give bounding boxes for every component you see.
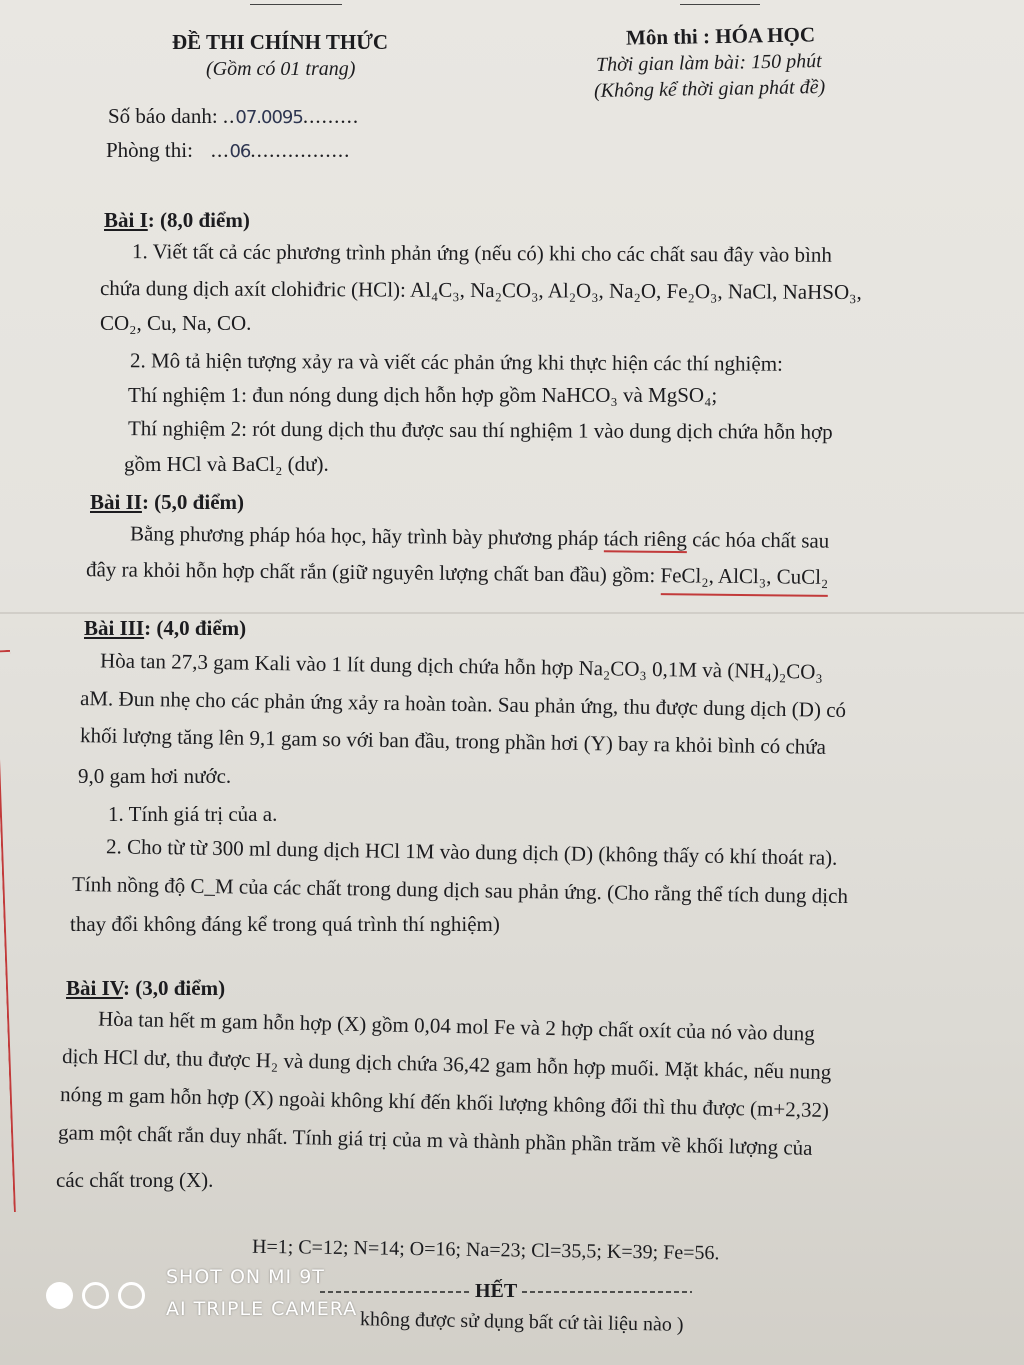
section-3-title: Bài III xyxy=(84,616,145,640)
candidate-number-value: 07.0095 xyxy=(235,107,303,128)
paper-fold-line xyxy=(0,612,1024,614)
section-1-q1-line3: CO₂, Cu, Na, CO. xyxy=(100,311,252,335)
chemicals-underlined: FeCl₂, AlCl₃, CuCl₂ xyxy=(660,563,828,597)
watermark-device: SHOT ON MI 9T xyxy=(166,1266,325,1288)
end-text: HẾT xyxy=(475,1280,518,1302)
section-2-line1-text-c: các hóa chất sau xyxy=(686,527,830,553)
section-3-line4: 9,0 gam hơi nước. xyxy=(78,764,232,788)
watermark-circle-outline-icon xyxy=(118,1282,145,1309)
section-4-heading xyxy=(66,976,225,1001)
header-rule-left xyxy=(250,4,342,5)
exam-duration: Thời gian làm bài: 150 phút xyxy=(595,50,822,76)
end-dash-left xyxy=(320,1289,470,1295)
section-3-line3: khối lượng tăng lên 9,1 gam so với ban đầu, trong phần hơi (Y) bay ra khỏi bình có chứa xyxy=(79,723,827,759)
exam-duration-note: (Không kể thời gian phát đề) xyxy=(593,75,826,103)
section-1-q2-line4: gồm HCl và BaCl₂ (dư). xyxy=(124,452,329,476)
section-1-q2-line2: Thí nghiệm 1: đun nóng dung dịch hỗn hợp gồm NaHCO₃ và MgSO₄; xyxy=(128,383,718,407)
section-1-q1-line2: chứa dung dịch axít clohiđric (HCl): Al₄C₃, Na₂CO₃, Al₂O₃, Na₂O, Fe₂O₃, NaCl, NaHSO₃, xyxy=(99,276,862,304)
section-4-title: Bài IV xyxy=(66,976,124,1000)
section-1-q2-line3: Thí nghiệm 2: rót dung dịch thu được sau thí nghiệm 1 vào dung dịch chứa hỗn hợp xyxy=(127,416,833,444)
watermark-circle-filled-icon xyxy=(46,1282,73,1309)
exam-page-count: (Gồm có 01 trang) xyxy=(206,58,356,80)
exam-room-field: Phòng thi: ...06................ xyxy=(106,138,351,162)
section-3-q1: 1. Tính giá trị của a. xyxy=(108,802,278,826)
section-4-line2: dịch HCl dư, thu được H₂ và dung dịch chứa 36,42 gam hỗn hợp muối. Mặt khác, nếu nung xyxy=(61,1043,832,1085)
section-1-q2-line1: 2. Mô tả hiện tượng xảy ra và viết các phản ứng khi thực hiện các thí nghiệm: xyxy=(129,348,783,376)
section-4-points: : (3,0 điểm) xyxy=(123,976,226,1000)
exam-subject: Môn thi : HÓA HỌC xyxy=(625,22,816,50)
end-dash-right xyxy=(522,1289,692,1295)
section-2-title: Bài II xyxy=(90,490,142,514)
footer-note: không được sử dụng bất cứ tài liệu nào ) xyxy=(359,1308,684,1336)
section-4-line5: các chất trong (X). xyxy=(56,1168,214,1192)
candidate-number-label: Số báo danh: xyxy=(108,104,218,128)
section-2-line1-text-a: Bằng phương pháp hóa học, hãy trình bày phương pháp xyxy=(129,521,604,551)
end-marker xyxy=(320,1280,692,1303)
section-4-line4: gam một chất rắn duy nhất. Tính giá trị của m và thành phần phần trăm về khối lượng của xyxy=(57,1120,813,1160)
section-3-points: : (4,0 điểm) xyxy=(144,616,247,640)
section-1-q1-line1: 1. Viết tất cả các phương trình phản ứng (nếu có) khi cho các chất sau đây vào bình xyxy=(131,239,832,267)
tach-rieng-underlined: tách riêng xyxy=(603,526,688,552)
section-1-heading xyxy=(104,208,250,233)
section-2-line2-text-a: đây ra khỏi hỗn hợp chất rắn (giữ nguyên lượng chất ban đầu) gồm: xyxy=(85,557,661,588)
section-1-title: Bài I xyxy=(104,208,148,232)
watermark-camera: AI TRIPLE CAMERA xyxy=(166,1298,358,1320)
exam-room-value: 06 xyxy=(229,141,251,162)
section-1-points: : (8,0 điểm) xyxy=(147,208,250,232)
watermark-circle-outline-icon xyxy=(82,1282,109,1309)
section-2-points: : (5,0 điểm) xyxy=(141,490,244,514)
atomic-masses: H=1; C=12; N=14; O=16; Na=23; Cl=35,5; K=39; Fe=56. xyxy=(251,1235,720,1265)
exam-official-title: ĐỀ THI CHÍNH THỨC xyxy=(172,30,389,54)
section-3-q2-line1: 2. Cho từ từ 300 ml dung dịch HCl 1M vào dung dịch (D) (không thấy có khí thoát ra). xyxy=(105,834,838,870)
section-3-heading xyxy=(84,616,246,641)
header-rule-right xyxy=(680,4,760,5)
section-2-heading xyxy=(90,490,244,515)
section-3-line1: Hòa tan 27,3 gam Kali vào 1 lít dung dịch chứa hỗn hợp Na₂CO₃ 0,1M và (NH₄)₂CO₃ xyxy=(99,648,823,684)
candidate-number-field: Số báo danh: ..07.0095......... xyxy=(108,104,360,128)
section-4-line1: Hòa tan hết m gam hỗn hợp (X) gồm 0,04 mol Fe và 2 hợp chất oxít của nó vào dung xyxy=(97,1006,816,1046)
section-4-line3: nóng m gam hỗn hợp (X) ngoài không khí đến khối lượng không đổi thì thu được (m+2,32) xyxy=(59,1081,830,1123)
exam-room-label: Phòng thi: xyxy=(106,138,193,162)
section-3-q2-line3: thay đổi không đáng kể trong quá trình thí nghiệm) xyxy=(70,912,500,936)
section-3-line2: aM. Đun nhẹ cho các phản ứng xảy ra hoàn toàn. Sau phản ứng, thu được dung dịch (D) có xyxy=(79,685,847,723)
section-3-q2-line2: Tính nồng độ C_M của các chất trong dung dịch sau phản ứng. (Cho rằng thể tích dung dịch xyxy=(71,871,849,909)
